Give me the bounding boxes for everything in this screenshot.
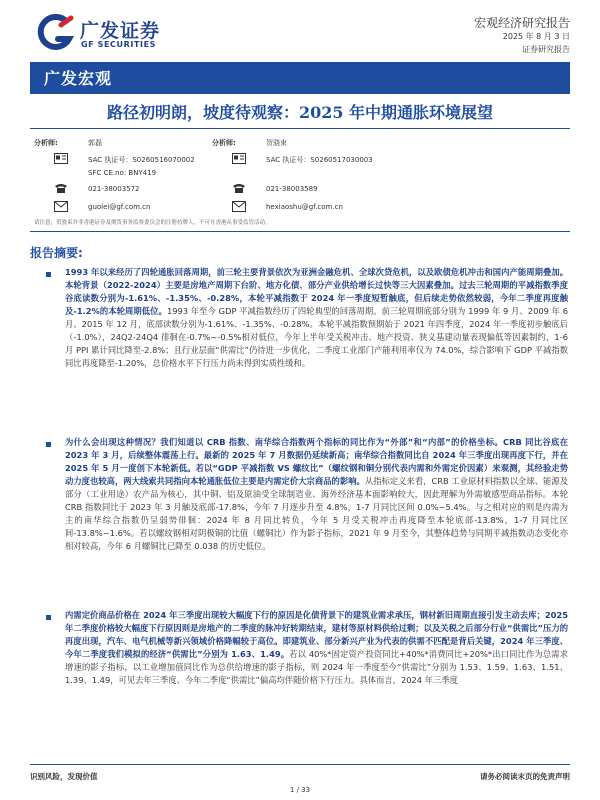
bullet-2	[46, 442, 51, 447]
analyst-name-right: 贺骁束	[266, 139, 287, 147]
analyst-label-left: 分析师:	[34, 139, 58, 147]
email-icon	[232, 201, 246, 212]
paragraph-2-text: 从指标定义来看，CRB 工业原材料指数以全球、能源及部分（工业用途）农产品为核心，其中铜、铝及原油受全球制造业、海外经济基本面影响较大，因此理解为外需敏感型商品指标。本轮 CRB 指数同比于 2023 年 3 月触及底部-17.8%，今年 7 月逐步升至 4.8%，1-7 月同比区间 0.0%~5.4%。与之相对应的则是内需为主的南华综合指数仍呈弱势徘徊：2024 年 8 月同比转负，今年 5 月受关税冲击再度降至本轮底部-13.8%，1-7 月同比区间-13.8%~1.6%。若以螺纹钢相对阴极铜的比值（螺铜比）作为影子指标，2021 年 9 月至今，其整体趋势与同期平减指数动态变化亦相对较高，今年 6 月螺铜比已降至 0.038 的历史低位。	[65, 476, 568, 551]
analyst-name-left: 郭磊	[88, 139, 102, 147]
paragraph-2	[65, 436, 568, 604]
report-subtitle: 证券研究报告	[522, 45, 570, 54]
analyst-divider	[30, 231, 570, 232]
logo-english: GF SECURITIES	[81, 40, 157, 49]
analyst-phone-right: 021-38003589	[266, 185, 318, 193]
gf-logo-icon	[36, 14, 74, 52]
analyst-phone-left: 021-38003572	[88, 185, 140, 193]
banner-title: 广发宏观	[44, 69, 113, 88]
paragraph-1-bold: 1993 年以来经历了四轮通胀回落周期，前三轮主要背景依次为亚洲金融危机、全球次贷危机，以及欧债危机冲击和国内产能周期叠加。本轮背景（2022-2024）主要是房地产周期下台阶、地方化债、部分产业供给增长过快等三大因素叠加。过去三轮周期的平减指数季度谷底读数分别为-1.61%、-1.35%、-0.28%，本轮平减指数于 2024 年一季度短暂触底，但后续走势依然较弱，今年二季度再度触及-1.2%的本轮周期低位。	[65, 267, 568, 316]
analyst-email-right[interactable]: hexiaoshu@gf.com.cn	[266, 203, 343, 211]
report-date: 2025 年 8 月 3 日	[502, 32, 570, 41]
email-icon	[54, 201, 68, 212]
bullet-1	[46, 272, 51, 277]
footer-divider	[30, 764, 570, 765]
phone-icon	[232, 183, 246, 194]
analyst-sfc-left: SFC CE.no: BNY419	[88, 169, 157, 177]
page-number: 1 / 33	[289, 786, 311, 794]
footer-slogan: 识别风险，发现价值	[30, 772, 98, 781]
paragraph-3-bold: 内需定价商品价格在 2024 年三季度出现较大幅度下行的原因是化债背景下的建筑业需求承压，钢材新旧周期直接引发主动去库；2025 年二季度价格较大幅度下行原因则是房地产的二季度的脉冲好转期结束，建材等原材料供给过剩；以及关税之后部分行业“供需比”压力的再度出现，汽车、电气机械等新兴领域价格降幅较于高位。即建筑业、部分新兴产业为代表的供需不匹配是背后关键，2024 年三季度、今年二季度我们模拟的经济“供需比”分别为 1.63、1.49。	[65, 610, 568, 659]
id-card-icon	[54, 153, 68, 164]
bullet-3	[46, 615, 51, 620]
report-type: 宏观经济研究报告	[473, 16, 570, 30]
paragraph-1-text: 1993 年至今 GDP 平减指数经历了四轮典型的回落周期。前三轮周期底部分别为 1999 年 9 月、2009 年 6 月、2015 年 12 月，底部读数分别为-1.61%、-1.35%、-0.28%。本轮平减指数预期始于 2021 年四季度，2024 年一季度初步触底后（-1.0%），24Q2-24Q4 徘徊在-0.7%~-0.5%相对低位，今年上半年受关税冲击、地产投资、狭义基建动量表现偏低等因素制约，1-6 月 PPI 累计同比降至-2.8%；且行业层面“供需比”仍待进一步优化，二季度工业部门产能利用率仅为 74.0%，综合影响下 GDP 平减指数同比再度降至-1.20%，总价格水平下行压力尚未得到实质性缓和。	[65, 306, 568, 368]
paragraph-1	[65, 266, 568, 434]
analyst-sac-left: SAC 执证号：S0260516070002	[88, 156, 195, 164]
analyst-label-right: 分析师:	[212, 139, 236, 147]
paragraph-3-text: 若以 40%*固定资产投资同比+40%*消费同比+20%*出口同比作为总需求增速的影子指标，以工业增加值同比作为总供给增速的影子指标，则 2024 年一季度至今“供需比”分别为 1.53、1.59、1.63、1.51、1.39、1.49，可见去年三季度、今年二季度“供需比”偏高均伴随价格下行压力。具体而言，2024 年三季度	[65, 649, 568, 685]
analyst-disclaimer: 请注意，贺骁束并非香港证券及期货事务监察委员会的注册持牌人，不可在香港从事受监管活动。	[34, 220, 271, 226]
id-card-icon	[232, 153, 246, 164]
section-heading: 报告摘要:	[30, 246, 83, 260]
paragraph-2-bold: 为什么会出现这种情况？我们知道以 CRB 指数、南华综合指数两个指标的同比作为“外部”和“内部”的价格坐标。CRB 同比谷底在 2023 年 3 月，后续整体震荡上行。最新的 2025 年 7 月数据仍延续新高；南华综合指数同比自 2024 年三季度出现再度下行，并在 2025 年 5 月一度创下本轮新低。若以“GDP 平减指数 VS 螺纹比”（螺纹钢和铜分别代表内需和外需定价因素）来观测，其经验走势动力度也较高，两大线索共同指向本轮通胀低位主要是内需定价大宗商品的影响。	[65, 437, 568, 486]
analyst-sac-right: SAC 执证号：S0260517030003	[266, 156, 373, 164]
footer-disclaimer: 请务必阅读末页的免责声明	[480, 772, 570, 781]
paragraph-3	[65, 609, 568, 752]
report-title: 路径初明朗，坡度待观察：2025 年中期通胀环境展望	[106, 103, 494, 122]
analyst-email-left[interactable]: guolei@gf.com.cn	[88, 203, 151, 211]
logo-text: 广发证券	[80, 20, 161, 42]
title-divider	[30, 128, 570, 129]
phone-icon	[54, 183, 68, 194]
